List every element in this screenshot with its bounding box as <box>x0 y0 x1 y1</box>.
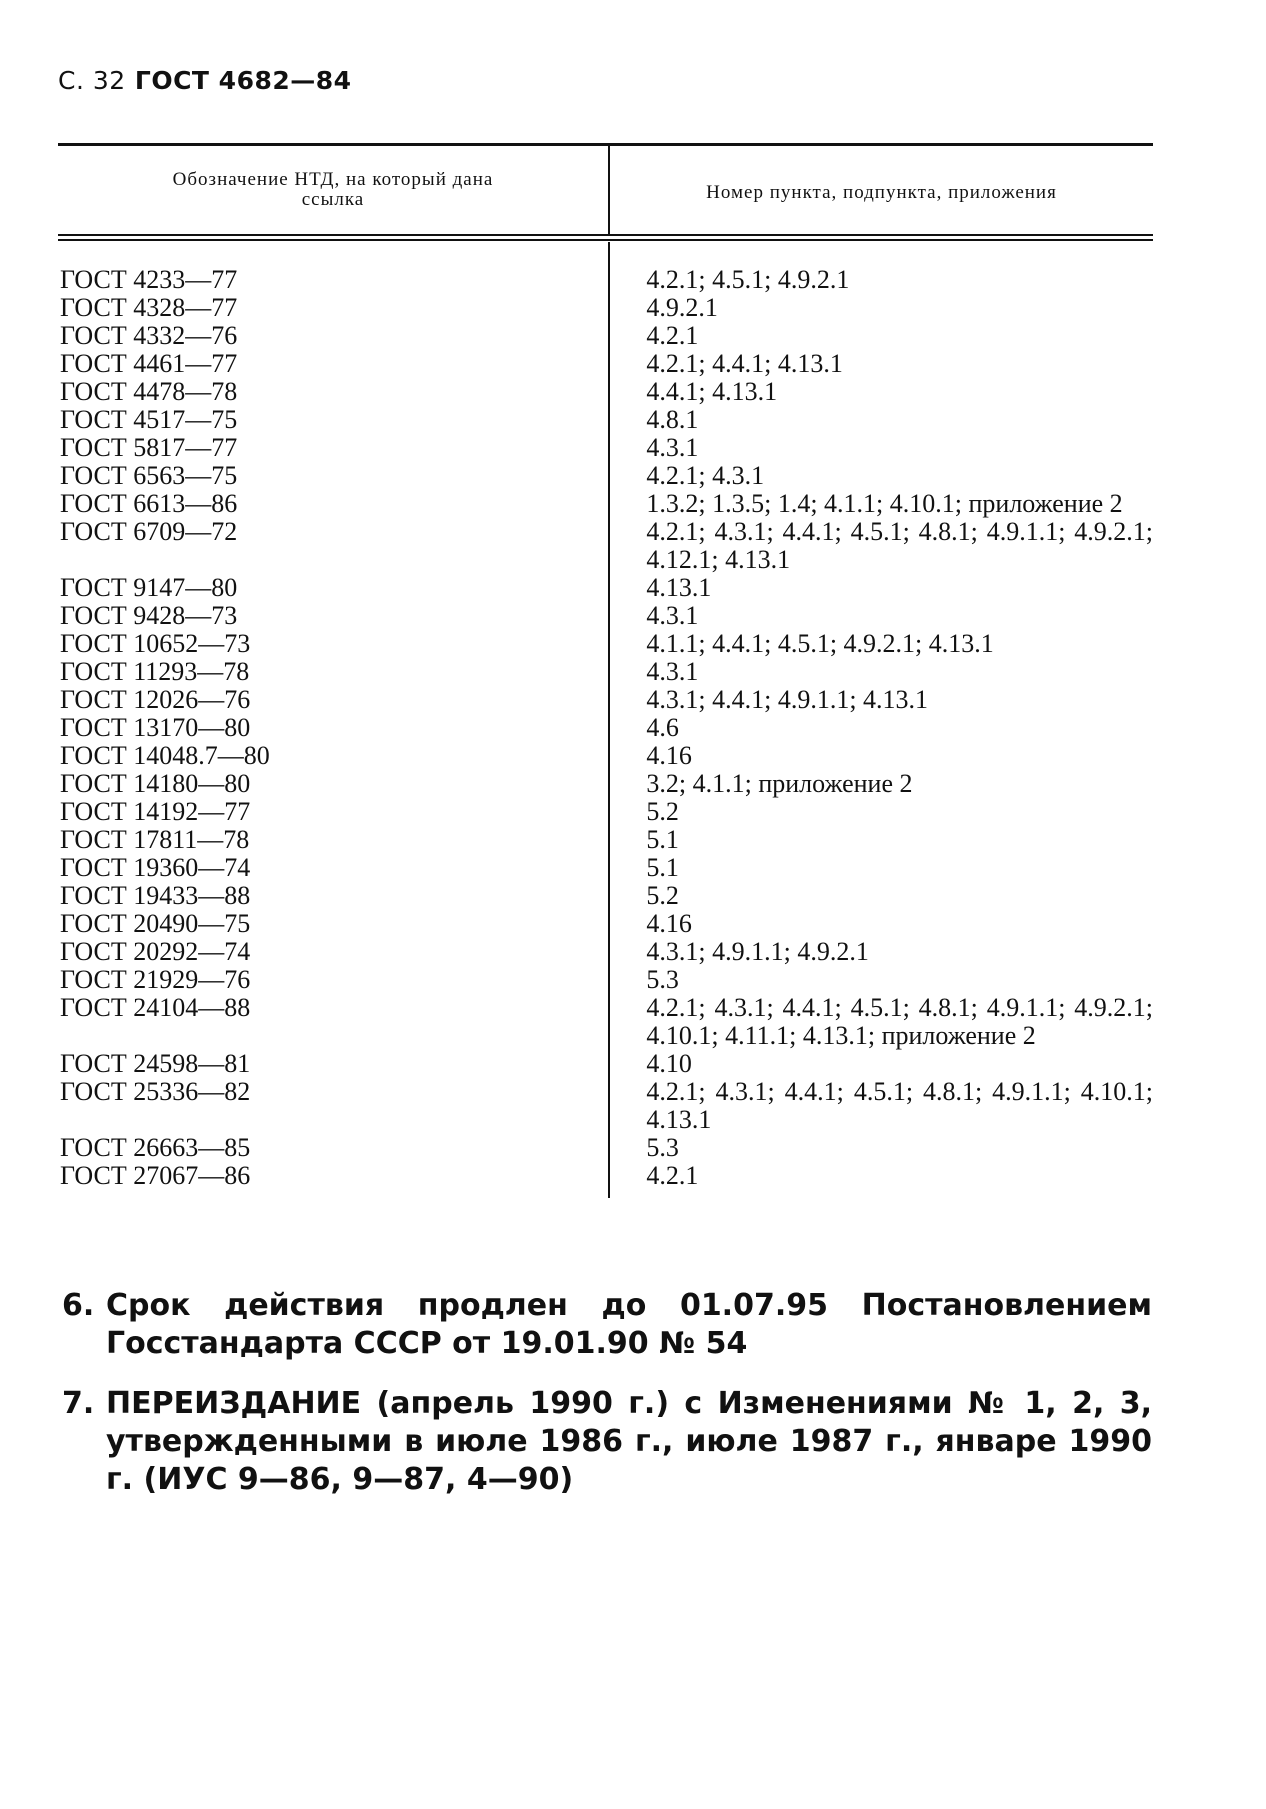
document-designation: ГОСТ 19360—74 <box>60 853 251 882</box>
reference-items: 4.2.1 <box>646 321 699 350</box>
reference-items: 4.16 <box>646 741 692 770</box>
table-row <box>58 1162 1153 1190</box>
document-designation: ГОСТ 9147—80 <box>60 573 238 602</box>
reference-items: 4.2.1; 4.3.1; 4.4.1; 4.5.1; 4.8.1; 4.9.1.1; 4.9.2.1; 4.10.1; 4.11.1; 4.13.1; приложение 2 <box>646 993 1153 1050</box>
document-designation: ГОСТ 27067—86 <box>60 1161 251 1190</box>
table-row <box>58 910 1153 938</box>
references-table <box>58 143 1153 1190</box>
document-designation: ГОСТ 6613—86 <box>60 489 238 518</box>
reference-items: 4.3.1; 4.9.1.1; 4.9.2.1 <box>646 937 869 966</box>
note-number: 7. <box>62 1386 95 1421</box>
table-row <box>58 1050 1153 1078</box>
table-body <box>58 242 1153 1190</box>
reference-items: 4.16 <box>646 909 692 938</box>
table-row <box>58 742 1153 770</box>
reference-items: 4.4.1; 4.13.1 <box>646 377 778 406</box>
document-designation: ГОСТ 4328—77 <box>60 293 238 322</box>
document-designation: ГОСТ 24598—81 <box>60 1049 251 1078</box>
table-row <box>58 294 1153 322</box>
table-row <box>58 770 1153 798</box>
document-designation: ГОСТ 4478—78 <box>60 377 238 406</box>
document-designation: ГОСТ 17811—78 <box>60 825 250 854</box>
reference-items: 4.6 <box>646 713 679 742</box>
reference-items: 4.2.1; 4.3.1 <box>646 461 765 490</box>
document-designation: ГОСТ 4461—77 <box>60 349 238 378</box>
document-designation: ГОСТ 12026—76 <box>60 685 251 714</box>
standard-title: ГОСТ 4682—84 <box>134 66 352 95</box>
reference-items: 4.2.1 <box>646 1161 699 1190</box>
column-divider <box>608 242 610 1198</box>
table-header <box>58 146 1153 234</box>
document-designation: ГОСТ 20292—74 <box>60 937 251 966</box>
reference-items: 4.2.1; 4.5.1; 4.9.2.1 <box>646 265 850 294</box>
note-text: Срок действия продлен до 01.07.95 Постановлением Госстандарта СССР от 19.01.90 № 54 <box>106 1288 1152 1361</box>
document-designation: ГОСТ 10652—73 <box>60 629 251 658</box>
reference-items: 5.2 <box>646 881 679 910</box>
document-designation: ГОСТ 5817—77 <box>60 433 238 462</box>
table-row <box>58 602 1153 630</box>
reference-items: 4.2.1; 4.3.1; 4.4.1; 4.5.1; 4.8.1; 4.9.1.1; 4.10.1; 4.13.1 <box>646 1077 1153 1134</box>
reference-items: 4.13.1 <box>646 573 712 602</box>
reference-items: 4.2.1; 4.3.1; 4.4.1; 4.5.1; 4.8.1; 4.9.1.1; 4.9.2.1; 4.12.1; 4.13.1 <box>646 517 1153 574</box>
note-6 <box>62 1287 1152 1363</box>
note-7 <box>62 1385 1152 1499</box>
document-designation: ГОСТ 14192—77 <box>60 797 251 826</box>
header-double-rule <box>58 234 1153 242</box>
reference-items: 5.1 <box>646 825 679 854</box>
document-designation: ГОСТ 9428—73 <box>60 601 238 630</box>
note-number: 6. <box>62 1288 95 1323</box>
table-row <box>58 322 1153 350</box>
column-header-reference: Номер пункта, подпункта, приложения <box>706 182 1057 203</box>
reference-items: 4.10 <box>646 1049 692 1078</box>
table-row <box>58 658 1153 686</box>
table-row <box>58 518 1153 574</box>
reference-items: 3.2; 4.1.1; приложение 2 <box>646 769 913 798</box>
document-designation: ГОСТ 25336—82 <box>60 1077 251 1106</box>
reference-items: 4.2.1; 4.4.1; 4.13.1 <box>646 349 843 378</box>
table-row <box>58 938 1153 966</box>
table-row <box>58 462 1153 490</box>
reference-items: 5.2 <box>646 797 679 826</box>
document-designation: ГОСТ 14180—80 <box>60 769 251 798</box>
reference-items: 4.3.1 <box>646 433 699 462</box>
reference-items: 4.3.1; 4.4.1; 4.9.1.1; 4.13.1 <box>646 685 929 714</box>
table-row <box>58 686 1153 714</box>
document-designation: ГОСТ 6709—72 <box>60 517 238 546</box>
table-row <box>58 350 1153 378</box>
table-row <box>58 406 1153 434</box>
table-row <box>58 574 1153 602</box>
table-row <box>58 434 1153 462</box>
table-row <box>58 798 1153 826</box>
reference-items: 4.9.2.1 <box>646 293 718 322</box>
reference-items: 4.3.1 <box>646 657 699 686</box>
reference-items: 4.1.1; 4.4.1; 4.5.1; 4.9.2.1; 4.13.1 <box>646 629 994 658</box>
document-designation: ГОСТ 19433—88 <box>60 881 251 910</box>
table-row <box>58 378 1153 406</box>
table-row <box>58 994 1153 1050</box>
reference-items: 4.3.1 <box>646 601 699 630</box>
reference-items: 1.3.2; 1.3.5; 1.4; 4.1.1; 4.10.1; приложение 2 <box>646 489 1123 518</box>
document-designation: ГОСТ 11293—78 <box>60 657 250 686</box>
page-header <box>58 66 352 95</box>
reference-items: 5.1 <box>646 853 679 882</box>
table-row <box>58 266 1153 294</box>
document-designation: ГОСТ 4332—76 <box>60 321 238 350</box>
note-text: ПЕРЕИЗДАНИЕ (апрель 1990 г.) с Изменениями № 1, 2, 3, утвержденными в июле 1986 г., июле 1987 г., январе 1990 г. (ИУС 9—86, 9—87, 4—90) <box>106 1386 1152 1497</box>
document-designation: ГОСТ 26663—85 <box>60 1133 251 1162</box>
table-row <box>58 1134 1153 1162</box>
reference-items: 4.8.1 <box>646 405 699 434</box>
document-designation: ГОСТ 4517—75 <box>60 405 238 434</box>
table-row <box>58 882 1153 910</box>
table-row <box>58 854 1153 882</box>
document-designation: ГОСТ 6563—75 <box>60 461 238 490</box>
reference-items: 5.3 <box>646 1133 679 1162</box>
reference-items: 5.3 <box>646 965 679 994</box>
table-row <box>58 630 1153 658</box>
document-designation: ГОСТ 13170—80 <box>60 713 251 742</box>
column-header-document: Обозначение НТД, на который дана ссылка <box>58 146 610 234</box>
table-row <box>58 490 1153 518</box>
table-row <box>58 714 1153 742</box>
document-designation: ГОСТ 24104—88 <box>60 993 251 1022</box>
page-number: С. 32 <box>58 66 126 95</box>
document-designation: ГОСТ 4233—77 <box>60 265 238 294</box>
document-designation: ГОСТ 14048.7—80 <box>60 741 270 770</box>
document-designation: ГОСТ 21929—76 <box>60 965 251 994</box>
document-designation: ГОСТ 20490—75 <box>60 909 251 938</box>
table-row <box>58 966 1153 994</box>
table-row <box>58 1078 1153 1134</box>
table-row <box>58 826 1153 854</box>
